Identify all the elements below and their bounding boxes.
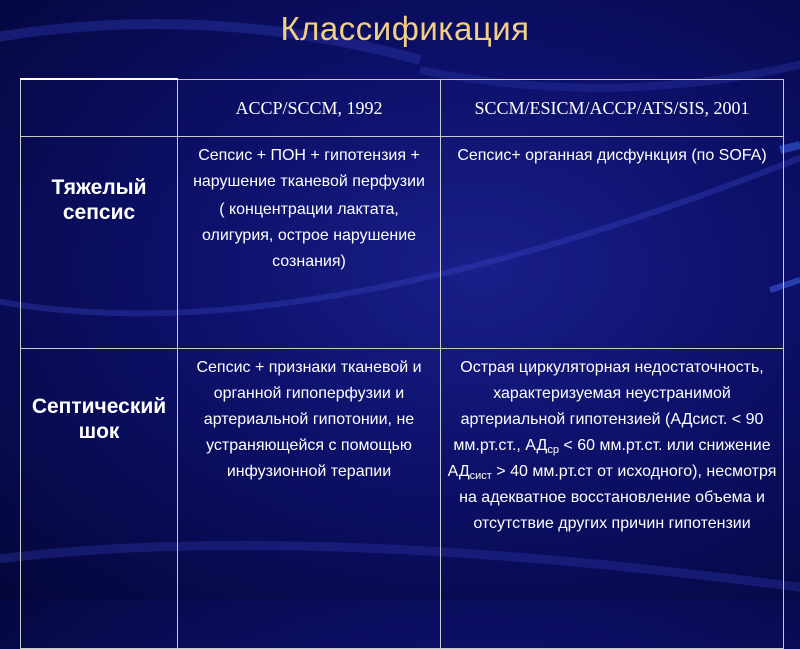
septic-shock-1992-text: Сепсис + признаки тканевой и органной гипоперфузии и артериальной гипотонии, не устраняющейся с помощью инфузионной терапии bbox=[196, 359, 422, 480]
septic-shock-2001-tail: > 40 мм.рт.ст от исходного), несмотря на адекватное восстановление объема и отсутствие других причин гипотензии bbox=[459, 463, 777, 532]
row-label-severe-sepsis: Тяжелый сепсис bbox=[21, 137, 178, 349]
cell-severe-sepsis-1992 bbox=[178, 137, 441, 349]
ad-subscript-systolic: сист bbox=[469, 470, 492, 482]
header-sccm-esicm-2001: SCCM/ESICM/ACCP/ATS/SIS, 2001 bbox=[441, 79, 784, 137]
table-row-septic-shock bbox=[21, 349, 784, 649]
cell-severe-sepsis-2001 bbox=[441, 137, 784, 349]
cell-septic-shock-2001 bbox=[441, 349, 784, 649]
row-label-septic-shock: Септический шок bbox=[21, 349, 178, 649]
severe-sepsis-2001-text: Сепсис+ органная дисфункция (по SOFA) bbox=[457, 147, 767, 164]
septic-shock-2001-map-text: < 60 мм.рт.ст. или снижение bbox=[558, 437, 771, 454]
severe-sepsis-1992-line: ( концентрации лактата, олигурия, острое нарушение сознания) bbox=[201, 201, 417, 270]
header-empty-cell bbox=[21, 79, 178, 137]
ad-label: АД bbox=[525, 437, 548, 454]
header-accp-sccm-1992: ACCP/SCCM, 1992 bbox=[178, 79, 441, 137]
cell-septic-shock-1992 bbox=[178, 349, 441, 649]
classification-table bbox=[20, 78, 784, 649]
severe-sepsis-1992-line: Сепсис + ПОН + гипотензия + нарушение тканевой перфузии bbox=[193, 147, 425, 190]
ad-label: АД bbox=[447, 463, 470, 480]
ad-subscript-mean: ср bbox=[547, 444, 559, 456]
table-header-row bbox=[21, 79, 784, 137]
table-row-severe-sepsis bbox=[21, 137, 784, 349]
slide-title: Классификация bbox=[280, 10, 530, 47]
septic-shock-2001-text bbox=[447, 355, 777, 537]
septic-shock-2001-intro: Острая циркуляторная недостаточность, характеризуемая неустранимой артериальной гипотензией (АДсист. < 90 мм.рт.ст., bbox=[453, 359, 764, 454]
